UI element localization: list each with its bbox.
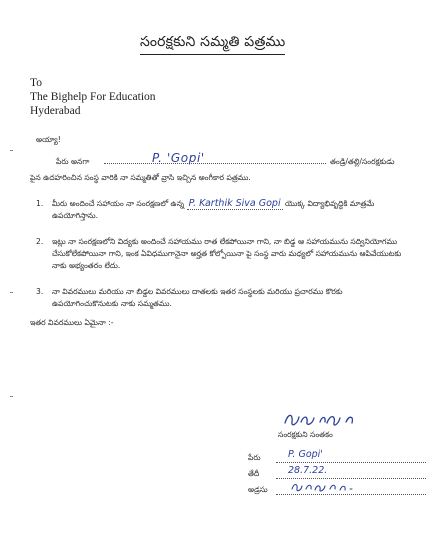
item-body: నా వివరములు మరియు నా బిడ్డల వివరములు దాతలకు ఇతర సంస్థలకు మరియు ప్రచారము కొరకు ఉపయోగించుకొనుటకు నాకు సమ్మతము. <box>52 287 343 308</box>
address-handwritten-scribble <box>288 480 358 496</box>
recipient-org: The Bighelp For Education <box>30 91 156 103</box>
intro-text: పైన ఉదహరించిన సంస్థ వారికి నా సమ్మతితో వ్రాసి ఇచ్చిన అంగీకార పత్రము. <box>30 173 251 182</box>
signature-label: సంరక్షకుని సంతకం <box>278 430 333 439</box>
name-dotted-line <box>104 163 326 164</box>
margin-mark <box>10 150 13 151</box>
item-number: 1. <box>36 199 44 208</box>
relation-label: తండ్రి/తల్లి/సంరక్షకుడు <box>330 157 395 166</box>
margin-mark <box>10 396 13 397</box>
field-value-name: P. Gopi' <box>288 449 323 460</box>
guardian-name-handwritten: P. 'Gopi' <box>152 151 205 165</box>
margin-mark <box>10 292 13 293</box>
item-body <box>52 198 406 222</box>
guardian-name-line <box>56 153 436 169</box>
item-1-text-end: యొక్క విద్యాభివృద్ధికి మాత్రమే ఉపయోగిస్తాను. <box>52 199 375 220</box>
item-number: 3. <box>36 287 44 296</box>
field-dotted-line <box>276 462 426 463</box>
salutation: అయ్యా! <box>36 135 61 144</box>
recipient-address <box>30 76 156 118</box>
recipient-city: Hyderabad <box>30 105 81 117</box>
field-dotted-line <box>276 478 426 479</box>
field-name-row <box>248 450 438 464</box>
to-label: To <box>30 77 42 89</box>
item-body: ఇట్లు నా సంరక్షణలోని విద్యకు అందించే సహాయము రాత లేకపోయినా గాని, నా బిడ్డ ఆ సహాయమును సద్వినియోగము చేసుకోలేకపోయినా గాని, ఇంక ఏవిధముగానైనా అర్హత కోల్పోయినా పై సంస్థ వారు మధ్యలో సహాయమును ఆపివేయుటకు నాకు అభ్యంతరం లేదు. <box>52 237 402 270</box>
name-prefix: పేరు అనగా <box>56 157 90 166</box>
item-number: 2. <box>36 237 44 246</box>
guardian-signature <box>282 410 366 430</box>
field-label: అడ్రసు <box>248 485 268 494</box>
student-name-handwritten: P. Karthik Siva Gopi <box>188 198 281 209</box>
field-label: తేదీ <box>248 469 260 478</box>
item-1-text-start: మీరు అందించే సహాయం నా సంరక్షణలో ఉన్న <box>52 199 185 208</box>
field-address-row <box>248 482 438 496</box>
field-date-row <box>248 466 438 480</box>
other-details-label: ఇతర వివరములు ఏమైనా :- <box>30 318 114 327</box>
document-title: సంరక్షకుని సమ్మతి పత్రము <box>140 34 285 55</box>
field-value-date: 28.7.22. <box>288 465 328 476</box>
signature-scribble <box>282 410 366 430</box>
field-label: పేరు <box>248 453 261 462</box>
